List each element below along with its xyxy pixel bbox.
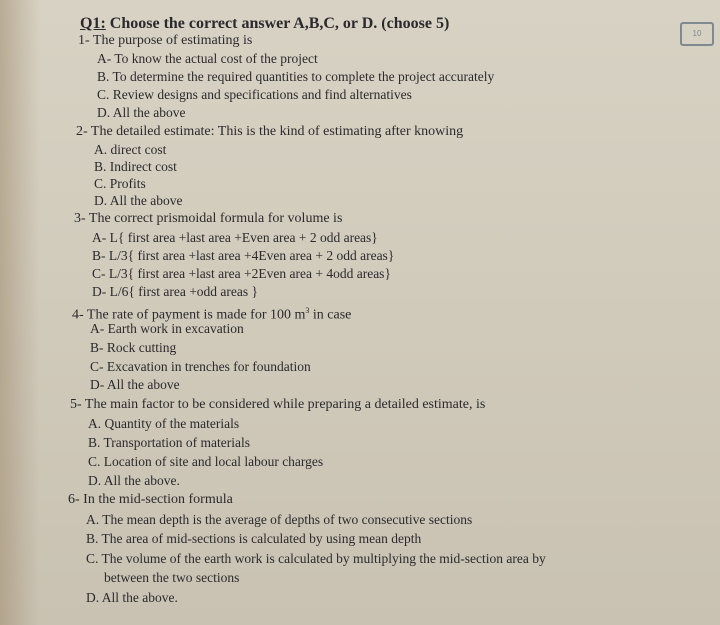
q2-title: 2- The detailed estimate: This is the kind of estimating after knowing [76, 124, 464, 139]
q3-option-c: C- L/3{ first area +last area +2Even area + 4odd areas} [92, 266, 391, 281]
q4-option-b: B- Rock cutting [90, 340, 177, 355]
q3-option-d: D- L/6{ first area +odd areas } [92, 284, 259, 299]
q5-option-c: C. Location of site and local labour charges [88, 454, 324, 469]
q3-option-a: A- L{ first area +last area +Even area + 2 odd areas} [92, 230, 378, 245]
q4-option-a: A- Earth work in excavation [90, 321, 244, 336]
question-heading [80, 15, 449, 33]
q5-option-a: A. Quantity of the materials [88, 416, 240, 431]
q4-option-c: C- Excavation in trenches for foundation [90, 359, 311, 374]
q1-option-d: D. All the above [97, 105, 186, 120]
q6-option-d: D. All the above. [86, 590, 178, 605]
q5-option-b: B. Transportation of materials [88, 435, 250, 450]
q2-option-b: B. Indirect cost [94, 159, 177, 174]
q2-option-d: D. All the above [94, 193, 183, 208]
q2-option-c: C. Profits [94, 176, 146, 191]
q5-title: 5- The main factor to be considered while preparing a detailed estimate, is [70, 397, 486, 412]
q4-title-superscript: 3 [305, 306, 310, 315]
q6-option-a: A. The mean depth is the average of depths of two consecutive sections [86, 512, 473, 527]
q4-title-post: in case [309, 307, 352, 323]
heading-number: Q1: [80, 15, 106, 32]
q6-option-b: B. The area of mid-sections is calculated by using mean depth [86, 531, 422, 546]
page-number-stamp: 10 [680, 22, 714, 46]
q1-title: 1- The purpose of estimating is [78, 33, 253, 48]
q3-title: 3- The correct prismoidal formula for volume is [74, 211, 343, 226]
q6-title: 6- In the mid-section formula [68, 492, 233, 507]
q4-option-d: D- All the above [90, 377, 180, 392]
q6-option-c-line1: C. The volume of the earth work is calculated by multiplying the mid-section area by [86, 551, 546, 566]
q1-option-a: A- To know the actual cost of the project [97, 51, 318, 66]
q6-option-c-line2: between the two sections [104, 570, 240, 585]
q1-option-b: B. To determine the required quantities to complete the project accurately [97, 69, 495, 84]
q5-option-d: D. All the above. [88, 473, 180, 488]
q4-title-pre: 4- The rate of payment is made for 100 m [72, 307, 306, 323]
q3-option-b: B- L/3{ first area +last area +4Even area + 2 odd areas} [92, 248, 395, 263]
q2-option-a: A. direct cost [94, 142, 167, 157]
heading-text: Choose the correct answer A,B,C, or D. (choose 5) [109, 15, 450, 32]
q1-option-c: C. Review designs and specifications and find alternatives [97, 87, 412, 102]
